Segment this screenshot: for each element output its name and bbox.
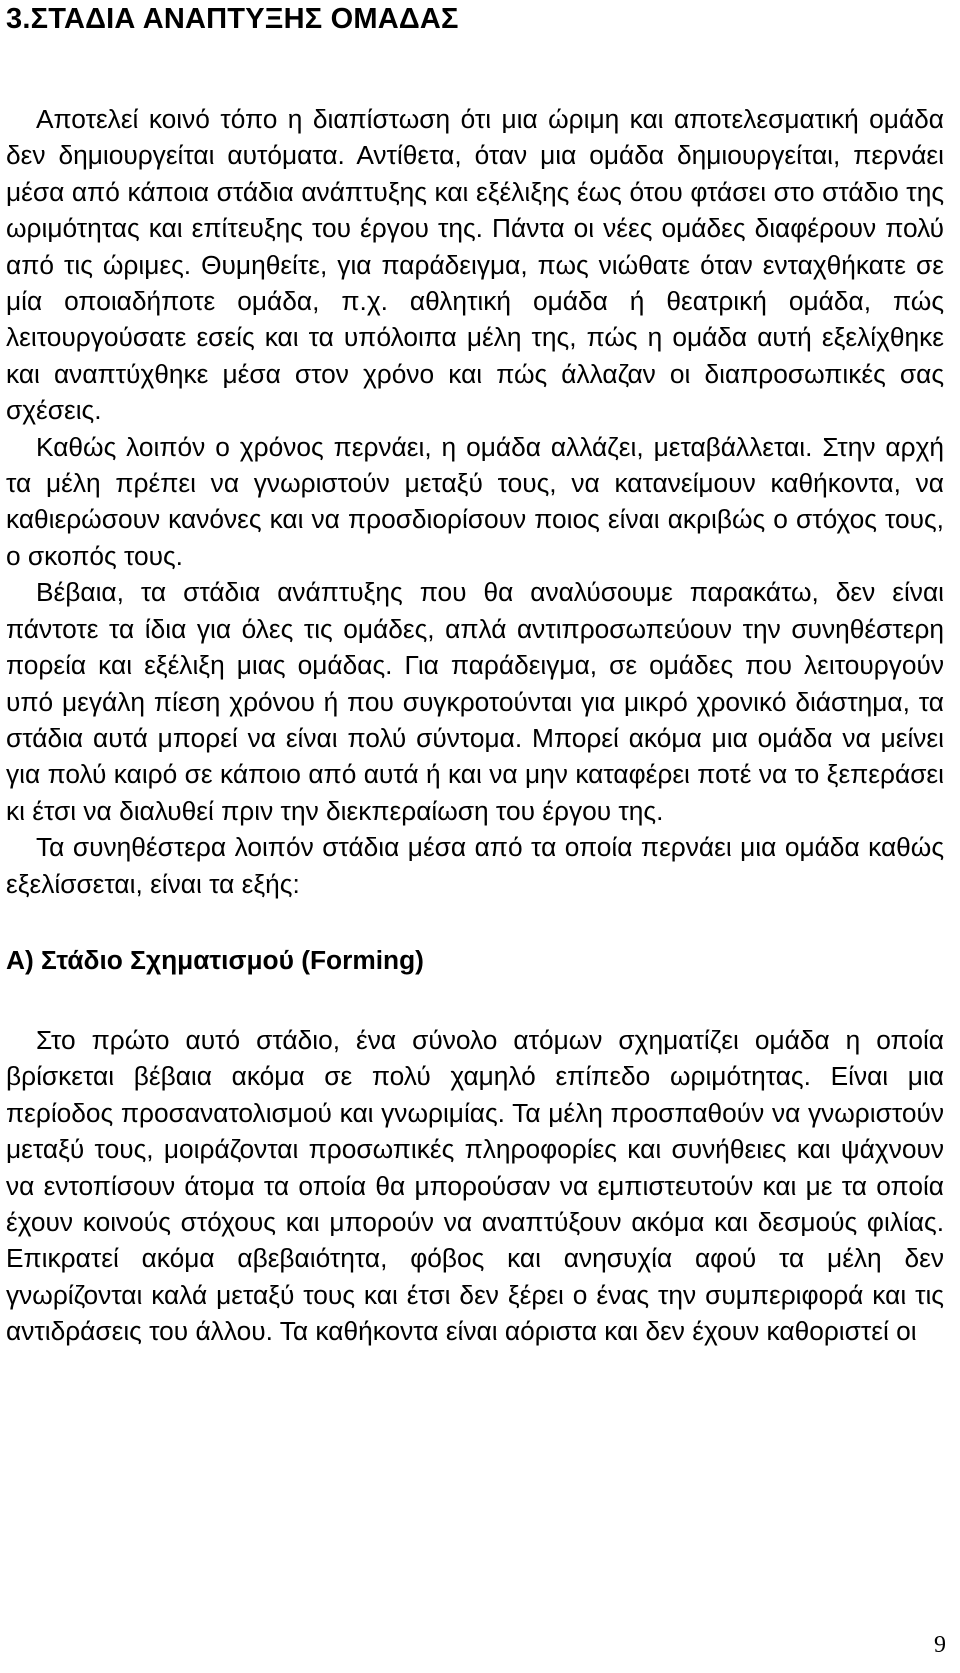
spacer: [6, 902, 944, 942]
spacer: [6, 36, 944, 101]
intro-paragraph-2: Καθώς λοιπόν ο χρόνος περνάει, η ομάδα αλλάζει, μεταβάλλεται. Στην αρχή τα μέλη πρέπει να γνωριστούν μεταξύ τους, να κατανείμουν καθήκοντα, να καθιερώσουν κανόνες και να προσδιορίσουν ποιος είναι ακριβώς ο στόχος τους, ο σκοπός τους.: [6, 431, 944, 571]
section-heading-forming: Α) Στάδιο Σχηματισμού (Forming): [6, 944, 424, 975]
intro-paragraph-4: Τα συνηθέστερα λοιπόν στάδια μέσα από τα οποία περνάει μια ομάδα καθώς εξελίσσεται, είναι τα εξής:: [6, 832, 944, 899]
intro-paragraph-1: Αποτελεί κοινό τόπο η διαπίστωση ότι μια ώριμη και αποτελεσματική ομάδα δεν δημιουργείται αυτόματα. Αντίθετα, όταν μια ομάδα δημιουργείται, περνάει μέσα από κάποια στάδια ανάπτυξης και εξέλιξης έως ότου φτάσει στο στάδιο της ωριμότητας και επίτευξης του έργου της. Πάντα οι νέες ομάδες διαφέρουν πολύ από τις ώριμες. Θυμηθείτε, για παράδειγμα, πως νιώθατε όταν ενταχθήκατε σε μία οποιαδήποτε ομάδα, π.χ. αθλητική ομάδα ή θεατρική ομάδα, πώς λειτουργούσατε εσείς και τα υπόλοιπα μέλη της, πώς η ομάδα αυτή εξελίχθηκε και αναπτύχθηκε μέσα στον χρόνο και πώς άλλαζαν οι διαπροσωπικές σας σχέσεις.: [6, 104, 944, 426]
chapter-title: 3.ΣΤΑΔΙΑ ΑΝΑΠΤΥΞΗΣ ΟΜΑΔΑΣ: [6, 3, 459, 35]
spacer: [6, 978, 944, 1022]
page-number: 9: [934, 1632, 946, 1658]
intro-paragraph-3: Βέβαια, τα στάδια ανάπτυξης που θα αναλύσουμε παρακάτω, δεν είναι πάντοτε τα ίδια για όλες τις ομάδες, απλά αντιπροσωπεύουν την συνηθέστερη πορεία και εξέλιξη μιας ομάδας. Για παράδειγμα, σε ομάδες που λειτουργούν υπό μεγάλη πίεση χρόνου ή που συγκροτούνται για μικρό χρονικό διάστημα, τα στάδια αυτά μπορεί να είναι πολύ σύντομα. Μπορεί ακόμα μια ομάδα να μείνει για πολύ καιρό σε κάποιο από αυτά ή και να μην καταφέρει ποτέ να το ξεπεράσει κι έτσι να διαλυθεί πριν την διεκπεραίωση του έργου της.: [6, 577, 944, 826]
forming-paragraph: Στο πρώτο αυτό στάδιο, ένα σύνολο ατόμων σχηματίζει ομάδα η οποία βρίσκεται βέβαια ακόμα σε πολύ χαμηλό επίπεδο ωριμότητας. Είναι μια περίοδος προσανατολισμού και γνωριμίας. Τα μέλη προσπαθούν να γνωριστούν μεταξύ τους, μοιράζονται προσωπικές πληροφορίες και συνήθειες και ψάχνουν να εντοπίσουν άτομα τα οποία θα μπορούσαν να εμπιστευτούν και με τα οποία έχουν κοινούς στόχους και μπορούν να αναπτύξουν ακόμα και δεσμούς φιλίας. Επικρατεί ακόμα αβεβαιότητα, φόβος και ανησυχία αφού τα μέλη δεν γνωρίζονται καλά μεταξύ τους και έτσι δεν ξέρει ο ένας την συμπεριφορά και τις αντιδράσεις του άλλου. Τα καθήκοντα είναι αόριστα και δεν έχουν καθοριστεί οι: [6, 1024, 944, 1347]
